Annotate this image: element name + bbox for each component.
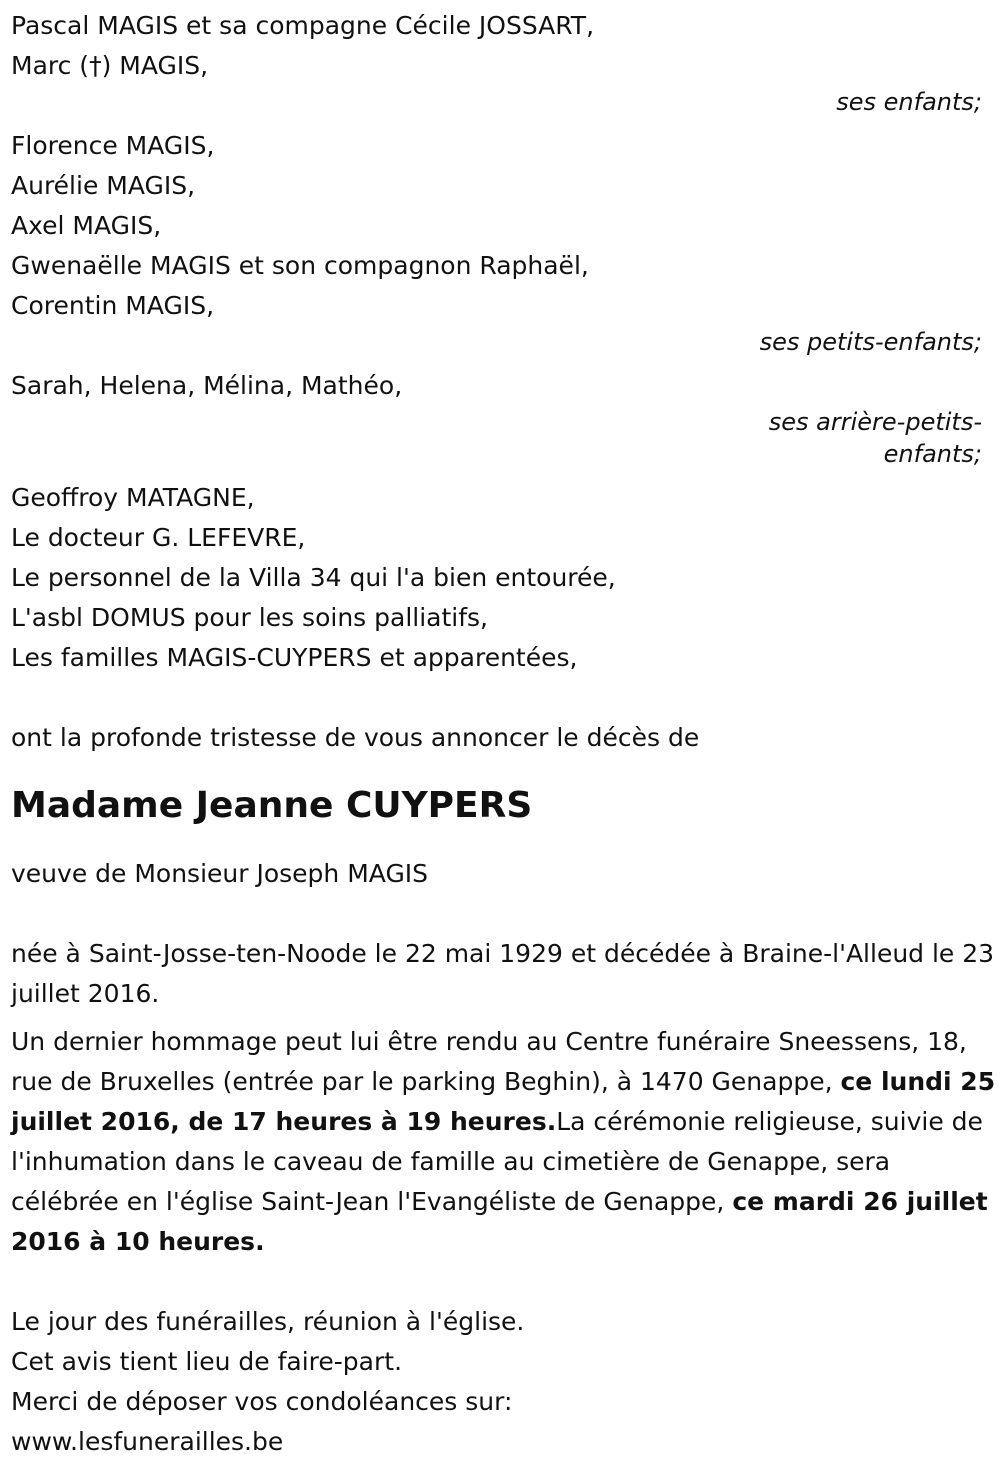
- ceremony-part1: Un dernier hommage peut lui être rendu au Centre funéraire Sneessens, 18, rue de Bruxelles (entrée par le parking Beghin), à 1470 Genappe,: [11, 1027, 967, 1096]
- others-line: Le docteur G. LEFEVRE,: [11, 523, 306, 552]
- grandchildren-line: Aurélie MAGIS,: [11, 171, 196, 200]
- grandchildren-line: Florence MAGIS,: [11, 131, 215, 160]
- ceremony-paragraph: [11, 1022, 996, 1262]
- ceremony-bold1: ce lundi 25 juillet 2016, de 17 heures à 19 heures.: [11, 1067, 996, 1136]
- grandchildren-role: ses petits-enfants;: [759, 328, 982, 356]
- birth-death-text: née à Saint-Josse-ten-Noode le 22 mai 1929 et décédée à Braine-l'Alleud le 23 juillet 2016.: [11, 939, 995, 1008]
- children-line: Pascal MAGIS et sa compagne Cécile JOSSART,: [11, 11, 595, 40]
- announcement-text: ont la profonde tristesse de vous annoncer le décès de: [11, 723, 700, 752]
- deceased-name: Madame Jeanne CUYPERS: [11, 785, 533, 826]
- great-grandchildren-role-line2: enfants;: [883, 440, 982, 468]
- grandchildren-line: Gwenaëlle MAGIS et son compagnon Raphaël,: [11, 251, 589, 280]
- great-grandchildren-line: Sarah, Helena, Mélina, Mathéo,: [11, 371, 403, 400]
- others-line: Le personnel de la Villa 34 qui l'a bien entourée,: [11, 563, 616, 592]
- ceremony-bold2: ce mardi 26 juillet 2016 à 10 heures.: [11, 1187, 988, 1256]
- grandchildren-line: Axel MAGIS,: [11, 211, 162, 240]
- grandchildren-group: [11, 126, 990, 358]
- ceremony-part2: La cérémonie religieuse, suivie de l'inhumation dans le caveau de famille au cimetière de Genappe, sera célébrée en l'église Saint-Jean l'Evangéliste de Genappe,: [11, 1107, 983, 1216]
- grandchildren-line: Corentin MAGIS,: [11, 291, 215, 320]
- closing-line: Cet avis tient lieu de faire-part.: [11, 1347, 403, 1376]
- others-line: Les familles MAGIS-CUYPERS et apparentées,: [11, 643, 578, 672]
- others-group: [11, 478, 990, 678]
- closing-line: Le jour des funérailles, réunion à l'église.: [11, 1307, 525, 1336]
- children-group: [11, 6, 990, 118]
- others-line: Geoffroy MATAGNE,: [11, 483, 255, 512]
- great-grandchildren-group: [11, 366, 990, 470]
- others-line: L'asbl DOMUS pour les soins palliatifs,: [11, 603, 489, 632]
- website-link[interactable]: www.lesfunerailles.be: [11, 1427, 284, 1456]
- children-line: Marc (†) MAGIS,: [11, 51, 209, 80]
- closing-line: Merci de déposer vos condoléances sur:: [11, 1387, 513, 1416]
- great-grandchildren-role-line1: ses arrière-petits-: [768, 408, 982, 436]
- spouse-text: veuve de Monsieur Joseph MAGIS: [11, 859, 429, 888]
- closing-group: [11, 1302, 990, 1462]
- children-role: ses enfants;: [836, 88, 982, 116]
